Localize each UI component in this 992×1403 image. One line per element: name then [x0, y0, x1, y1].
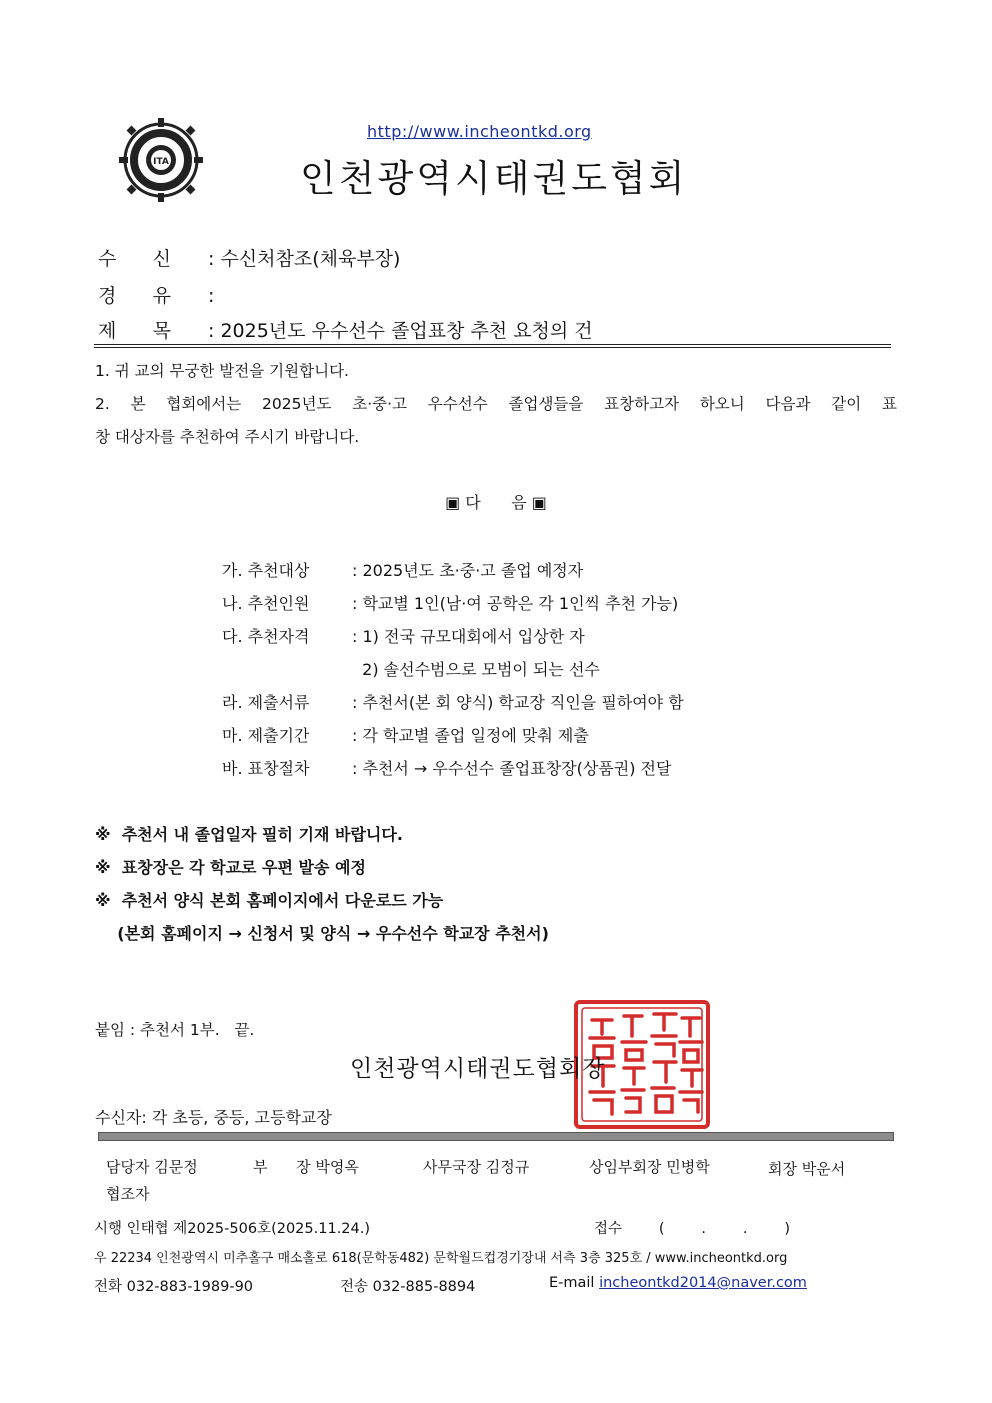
item-label: 바. 표창절차 [222, 759, 310, 778]
cooperator-label: 협조자 [106, 1185, 150, 1203]
email-link[interactable]: incheontkd2014@naver.com [599, 1275, 807, 1291]
item-label: 마. 제출기간 [222, 726, 310, 745]
note-1: ※ 추천서 내 졸업일자 필히 기재 바랍니다. [95, 825, 403, 844]
sender-name: 인천광역시태권도협회장 [350, 1056, 606, 1082]
attachment-line: 붙임 : 추천서 1부. 끝. [95, 1021, 255, 1039]
recipient-value: : 수신처참조(체육부장) [208, 248, 401, 270]
approver-staff: 담당자 김문정 [106, 1158, 198, 1176]
phone-number: 전화 032-883-1989-90 [94, 1279, 254, 1295]
via-value: : [208, 285, 215, 307]
next-heading: ▣ 다 음 ▣ [445, 493, 547, 512]
via-row [98, 281, 214, 308]
item-value: : 추천서(본 회 양식) 학교장 직인을 필하여야 함 [352, 693, 684, 712]
item-qualification [222, 624, 585, 647]
item-target [222, 558, 583, 581]
note-3: ※ 추천서 양식 본회 홈페이지에서 다운로드 가능 [95, 891, 444, 910]
subject-row [98, 316, 593, 343]
email-label: E-mail [549, 1275, 595, 1291]
document-number: 시행 인태협 제2025-506호(2025.11.24.) [94, 1221, 371, 1237]
item-procedure [222, 756, 671, 779]
approver-vice-president: 상임부회장 민병학 [589, 1158, 710, 1176]
item-documents [222, 690, 684, 713]
approver-secretary-general: 사무국장 김정규 [423, 1158, 530, 1176]
subject-rule-top [94, 344, 891, 345]
receipt-field: 접수 ( . . ) [594, 1221, 791, 1237]
subject-value: : 2025년도 우수선수 졸업표창 추천 요청의 건 [208, 320, 593, 342]
item-label: 나. 추천인원 [222, 594, 310, 613]
item-value: : 학교별 1인(남·여 공학은 각 1인씩 추천 가능) [352, 594, 679, 613]
item-value: : 각 학교별 졸업 일정에 맞춰 제출 [352, 726, 589, 745]
item-period [222, 723, 589, 746]
recipient-label: 수 신 [98, 248, 171, 270]
association-emblem-icon [118, 117, 204, 203]
recipients-line: 수신자: 각 초등, 중등, 고등학교장 [95, 1108, 332, 1127]
note-4: (본회 홈페이지 → 신청서 및 양식 → 우수선수 학교장 추천서) [95, 924, 549, 943]
recipient-row [98, 244, 400, 271]
item-value: 2) 솔선수범으로 모범이 되는 선수 [352, 660, 600, 679]
subject-rule-bottom [94, 347, 891, 348]
item-value: : 2025년도 초·중·고 졸업 예정자 [352, 561, 584, 580]
item-label: 라. 제출서류 [222, 693, 310, 712]
svg-text:ITA: ITA [153, 157, 169, 167]
item-label: 가. 추천대상 [222, 561, 310, 580]
paragraph-2-line-1: 2. 본 협회에서는 2025년도 초·중·고 우수선수 졸업생들을 표창하고자 하오니 다음과 같이 표 [95, 395, 897, 413]
organization-title: 인천광역시태권도협회 [300, 157, 688, 200]
footer-divider [98, 1132, 894, 1141]
item-value: : 1) 전국 규모대회에서 입상한 자 [352, 627, 585, 646]
paragraph-2-line-2: 창 대상자를 추천하여 주시기 바랍니다. [95, 428, 360, 446]
approver-president: 회장 박운서 [768, 1160, 846, 1178]
email-row [549, 1275, 807, 1291]
note-2: ※ 표창장은 각 학교로 우편 발송 예정 [95, 858, 366, 877]
address-line: 우 22234 인천광역시 미추홀구 매소홀로 618(문학동482) 문학월드컵경기장내 서측 3층 325호 / www.incheontkd.org [94, 1251, 788, 1266]
approver-director: 부 장 박영옥 [253, 1158, 359, 1176]
via-label: 경 유 [98, 285, 171, 307]
item-label: 다. 추천자격 [222, 627, 310, 646]
subject-label: 제 목 [98, 320, 171, 342]
item-count [222, 591, 678, 614]
paragraph-1: 1. 귀 교의 무궁한 발전을 기원합니다. [95, 362, 349, 380]
item-value: : 추천서 → 우수선수 졸업표창장(상품권) 전달 [352, 759, 672, 778]
fax-number: 전송 032-885-8894 [340, 1279, 476, 1295]
item-qualification-2 [222, 657, 600, 680]
homepage-url-link[interactable]: http://www.incheontkd.org [367, 122, 592, 141]
